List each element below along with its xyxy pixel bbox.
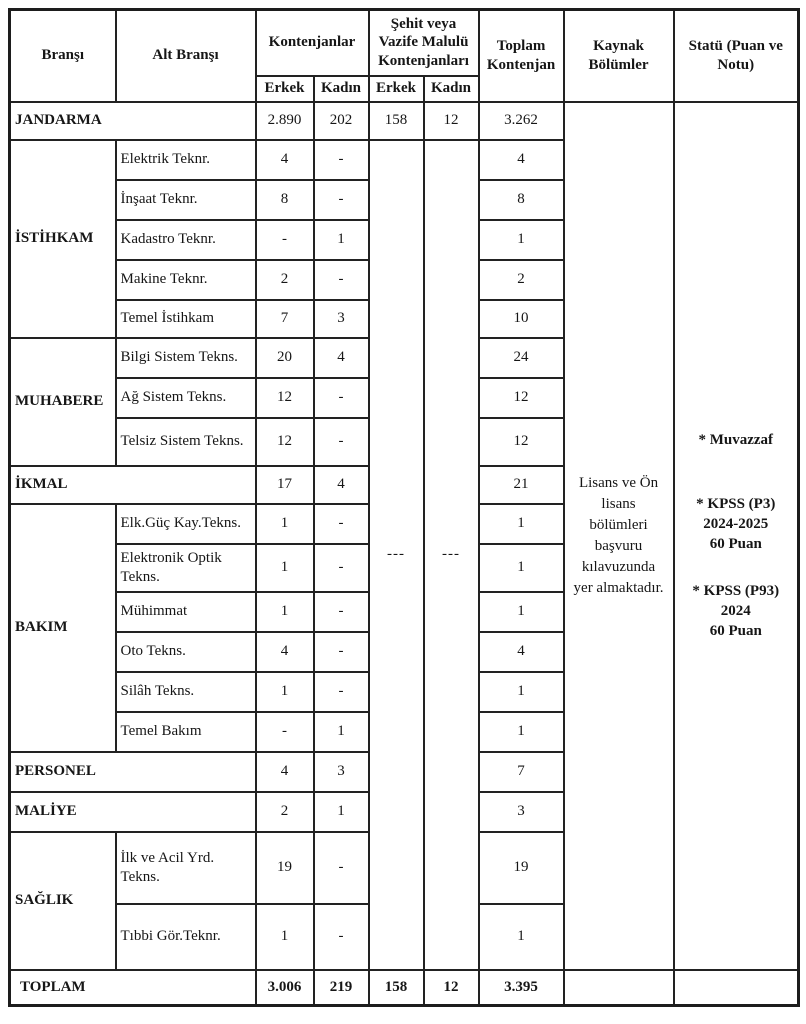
statu-kpss-p93	[679, 581, 794, 642]
erkek-quota-cell: 1	[256, 544, 314, 592]
erkek-quota-cell: 4	[256, 140, 314, 180]
kadin-quota-cell: -	[314, 672, 369, 712]
alt-brans-cell: Elektrik Teknr.	[116, 140, 256, 180]
brans-cell: MUHABERE	[10, 338, 116, 466]
header-sehit-group: Şehit veya Vazife Malulü Kontenjanları	[369, 10, 479, 76]
erkek-quota-cell: 1	[256, 592, 314, 632]
kadin-quota-cell: -	[314, 904, 369, 970]
kaynak-merged-cell	[564, 102, 674, 970]
erkek-quota-cell: -	[256, 220, 314, 260]
header-toplam-kontenjan: Toplam Kontenjan	[479, 10, 564, 102]
kadin-quota-cell: 219	[314, 970, 369, 1006]
erkek-quota-cell: 12	[256, 418, 314, 466]
toplam-quota-cell: 7	[479, 752, 564, 792]
alt-brans-cell: Ağ Sistem Tekns.	[116, 378, 256, 418]
kadin-quota-cell: 3	[314, 752, 369, 792]
toplam-quota-cell: 21	[479, 466, 564, 504]
row-jandarma	[10, 102, 799, 140]
brans-cell: MALİYE	[10, 792, 256, 832]
header-kontenjan-kadin: Kadın	[314, 76, 369, 102]
alt-brans-cell: Kadastro Teknr.	[116, 220, 256, 260]
kadin-quota-cell: 4	[314, 338, 369, 378]
header-sehit-erkek: Erkek	[369, 76, 424, 102]
erkek-quota-cell: 19	[256, 832, 314, 904]
alt-brans-cell: İnşaat Teknr.	[116, 180, 256, 220]
erkek-quota-cell: 17	[256, 466, 314, 504]
kadin-quota-cell: 3	[314, 300, 369, 338]
alt-brans-cell: Mühimmat	[116, 592, 256, 632]
toplam-quota-cell: 12	[479, 378, 564, 418]
alt-brans-cell: Elektronik Optik Tekns.	[116, 544, 256, 592]
alt-brans-cell: İlk ve Acil Yrd. Tekns.	[116, 832, 256, 904]
alt-brans-cell: Temel İstihkam	[116, 300, 256, 338]
erkek-quota-cell: 20	[256, 338, 314, 378]
statu-kpss-p93-line3: 60 Puan	[709, 623, 762, 640]
table-header	[10, 10, 799, 102]
erkek-quota-cell: 8	[256, 180, 314, 220]
brans-cell: TOPLAM	[10, 970, 256, 1006]
erkek-quota-cell: 4	[256, 752, 314, 792]
erkek-quota-cell: 1	[256, 504, 314, 544]
header-kaynak-bolumler: Kaynak Bölümler	[564, 10, 674, 102]
header-kontenjan-erkek: Erkek	[256, 76, 314, 102]
erkek-quota-cell: 4	[256, 632, 314, 672]
alt-brans-cell: Elk.Güç Kay.Tekns.	[116, 504, 256, 544]
toplam-quota-cell: 1	[479, 220, 564, 260]
kadin-quota-cell: -	[314, 378, 369, 418]
kaynak-text: Lisans ve Ön lisans bölümleri başvuru kılavuzunda yer almaktadır.	[573, 474, 664, 596]
toplam-quota-cell: 3	[479, 792, 564, 832]
quota-table	[8, 8, 800, 1007]
brans-cell: İKMAL	[10, 466, 256, 504]
statu-kpss-p3	[679, 494, 794, 555]
header-bransi: Branşı	[10, 10, 116, 102]
kadin-quota-cell: 1	[314, 712, 369, 752]
kadin-quota-cell: 1	[314, 220, 369, 260]
brans-cell: JANDARMA	[10, 102, 256, 140]
erkek-quota-cell: 2.890	[256, 102, 314, 140]
alt-brans-cell: Temel Bakım	[116, 712, 256, 752]
alt-brans-cell: Telsiz Sistem Tekns.	[116, 418, 256, 466]
erkek-quota-cell: 1	[256, 904, 314, 970]
toplam-quota-cell: 1	[479, 504, 564, 544]
row-toplam	[10, 970, 799, 1006]
erkek-quota-cell: 7	[256, 300, 314, 338]
erkek-quota-cell: 1	[256, 672, 314, 712]
toplam-quota-cell: 8	[479, 180, 564, 220]
header-alt-bransi: Alt Branşı	[116, 10, 256, 102]
toplam-quota-cell: 1	[479, 592, 564, 632]
kadin-quota-cell: 4	[314, 466, 369, 504]
alt-brans-cell: Bilgi Sistem Tekns.	[116, 338, 256, 378]
sehit-erkek-quota-cell: 158	[369, 970, 424, 1006]
alt-brans-cell: Tıbbi Gör.Teknr.	[116, 904, 256, 970]
brans-cell: İSTİHKAM	[10, 140, 116, 338]
table-body	[10, 102, 799, 1006]
erkek-quota-cell: -	[256, 712, 314, 752]
toplam-quota-cell: 1	[479, 904, 564, 970]
statu-empty-cell	[674, 970, 799, 1006]
kaynak-empty-cell	[564, 970, 674, 1006]
brans-cell: PERSONEL	[10, 752, 256, 792]
header-row-groups	[10, 10, 799, 76]
kadin-quota-cell: -	[314, 418, 369, 466]
statu-kpss-p3-line3: 60 Puan	[709, 536, 762, 553]
sehit-kadin-quota-cell: 12	[424, 970, 479, 1006]
kadin-quota-cell: -	[314, 260, 369, 300]
statu-kpss-p93-line1: * KPSS (P93)	[692, 582, 780, 599]
brans-cell: BAKIM	[10, 504, 116, 752]
kadin-quota-cell: -	[314, 632, 369, 672]
statu-kpss-p3-line1: * KPSS (P3)	[696, 495, 776, 512]
toplam-quota-cell: 1	[479, 544, 564, 592]
toplam-quota-cell: 3.262	[479, 102, 564, 140]
statu-merged-cell	[674, 102, 799, 970]
kadin-quota-cell: -	[314, 832, 369, 904]
erkek-quota-cell: 12	[256, 378, 314, 418]
kadin-quota-cell: -	[314, 504, 369, 544]
toplam-quota-cell: 1	[479, 712, 564, 752]
toplam-quota-cell: 3.395	[479, 970, 564, 1006]
toplam-quota-cell: 10	[479, 300, 564, 338]
erkek-quota-cell: 3.006	[256, 970, 314, 1006]
statu-kpss-p3-line2: 2024-2025	[703, 516, 769, 533]
sehit-kadin-merged-cell: ---	[424, 140, 479, 970]
sehit-erkek-quota-cell: 158	[369, 102, 424, 140]
statu-block	[679, 430, 794, 642]
erkek-quota-cell: 2	[256, 792, 314, 832]
kadin-quota-cell: -	[314, 592, 369, 632]
toplam-quota-cell: 19	[479, 832, 564, 904]
toplam-quota-cell: 24	[479, 338, 564, 378]
sehit-kadin-quota-cell: 12	[424, 102, 479, 140]
toplam-quota-cell: 1	[479, 672, 564, 712]
toplam-quota-cell: 2	[479, 260, 564, 300]
sehit-erkek-merged-cell: ---	[369, 140, 424, 970]
statu-muvazzaf: * Muvazzaf	[698, 431, 774, 448]
kadin-quota-cell: -	[314, 544, 369, 592]
statu-kpss-p93-line2: 2024	[720, 602, 751, 619]
toplam-quota-cell: 4	[479, 632, 564, 672]
kadin-quota-cell: -	[314, 140, 369, 180]
kadin-quota-cell: 1	[314, 792, 369, 832]
kadin-quota-cell: 202	[314, 102, 369, 140]
alt-brans-cell: Makine Teknr.	[116, 260, 256, 300]
header-sehit-kadin: Kadın	[424, 76, 479, 102]
toplam-quota-cell: 4	[479, 140, 564, 180]
alt-brans-cell: Oto Tekns.	[116, 632, 256, 672]
brans-cell: SAĞLIK	[10, 832, 116, 970]
alt-brans-cell: Silâh Tekns.	[116, 672, 256, 712]
toplam-quota-cell: 12	[479, 418, 564, 466]
header-kontenjanlar: Kontenjanlar	[256, 10, 369, 76]
header-statu: Statü (Puan ve Notu)	[674, 10, 799, 102]
kadin-quota-cell: -	[314, 180, 369, 220]
erkek-quota-cell: 2	[256, 260, 314, 300]
